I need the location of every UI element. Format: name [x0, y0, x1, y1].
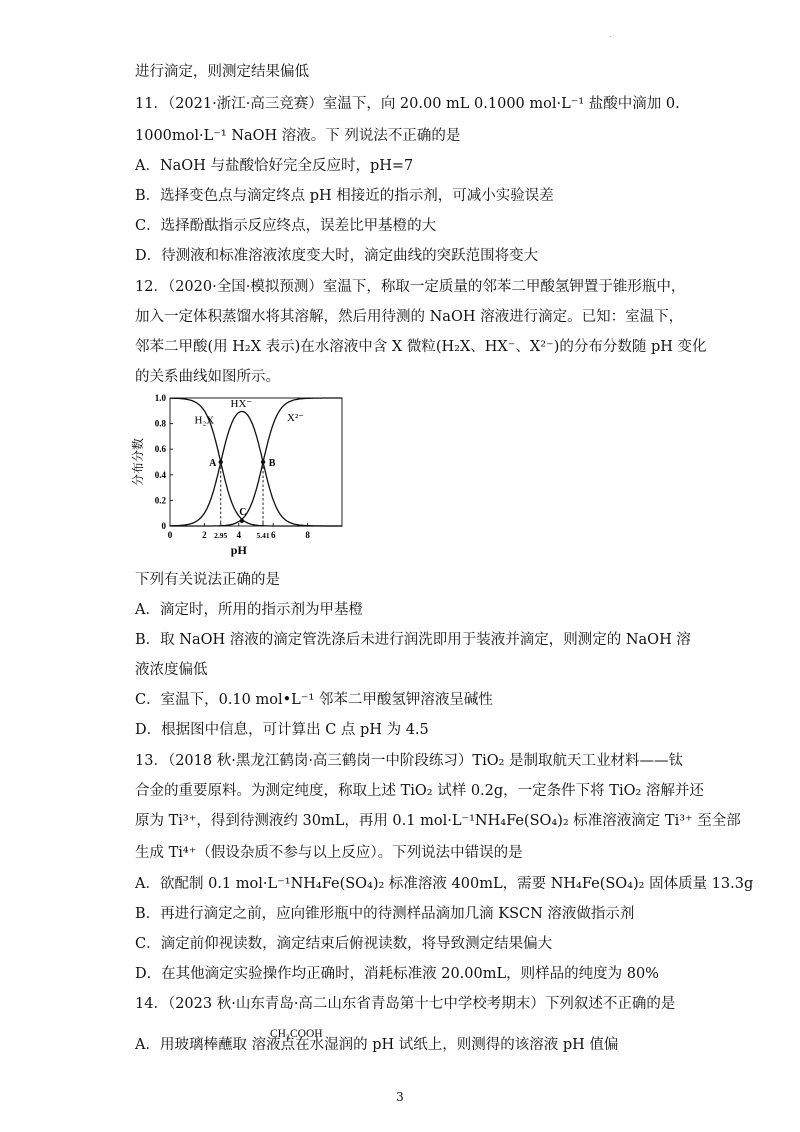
y-tick-label: 0.8: [154, 418, 166, 429]
series-line-hx-: [170, 412, 342, 527]
y-tick-label: 0.4: [154, 469, 166, 480]
q12-stem-2: 加入一定体积蒸馏水将其溶解，然后用待测的 NaOH 溶液进行滴定。已知：室温下，: [135, 309, 684, 325]
q13-stem-2: 合金的重要原料。为测定纯度，称取上述 TiO₂ 试样 0.2g，一定条件下将 TiO₂ 溶解并还: [135, 783, 704, 799]
point-label-b: B: [268, 458, 276, 469]
q13-option-c: C．滴定前仰视读数，滴定结束后俯视读数，将导致测定结果偏大: [135, 936, 553, 952]
q13-stem-4: 生成 Ti⁴⁺（假设杂质不参与以上反应）。下列说法中错误的是: [135, 845, 523, 861]
q12-stem-4: 的关系曲线如图所示。: [135, 369, 280, 385]
point-label-c: C: [239, 506, 247, 518]
series-label-x2-: X²⁻: [287, 412, 305, 425]
x-tick-label: 2: [202, 530, 207, 540]
x-tick-label: 4: [236, 530, 242, 540]
text-line-1: 进行滴定，则测定结果偏低: [135, 64, 309, 80]
q12-stem-3: 邻苯二甲酸(用 H₂X 表示)在水溶液中含 X 微粒(H₂X、HX⁻、X²⁻)的分布分数随 pH 变化: [135, 339, 707, 355]
x-tick-label: 6: [270, 530, 276, 540]
q13-stem-1: 13．（2018 秋·黑龙江鹤岗·高三鹤岗一中阶段练习）TiO₂ 是制取航天工业材料——钛: [135, 753, 684, 769]
q12-stem-1: 12．（2020·全国·模拟预测）室温下，称取一定质量的邻苯二甲酸氢钾置于锥形瓶中，: [135, 279, 686, 295]
q11-option-a: A．NaOH 与盐酸恰好完全反应时，pH=7: [135, 158, 414, 174]
series-label-hx-: HX⁻: [230, 397, 253, 410]
point-label-a: A: [209, 458, 217, 469]
q12-option-a: A．滴定时，所用的指示剂为甲基橙: [135, 602, 363, 618]
y-tick-label: 0: [161, 521, 166, 531]
series-label-h2x: H₂X: [194, 414, 215, 427]
q14-option-a: A．用玻璃棒蘸取 溶液点在水湿润的 pH 试纸上，则测得的该溶液 pH 值偏: [135, 1037, 619, 1053]
y-tick-label: 1.0: [154, 393, 166, 403]
q12-option-b-2: 液浓度偏低: [135, 662, 208, 678]
q11-option-c: C．选择酚酞指示反应终点，误差比甲基橙的大: [135, 218, 437, 234]
q13-option-a: A．欲配制 0.1 mol·L⁻¹NH₄Fe(SO₄)₂ 标准溶液 400mL，需要 NH₄Fe(SO₄)₂ 固体质量 13.3g: [135, 876, 754, 892]
point-a: [219, 460, 223, 464]
header-dot: .: [609, 30, 612, 39]
q11-stem-2: 1000mol·L⁻¹ NaOH 溶液。下 列说法不正确的是: [135, 128, 461, 144]
point-c: [240, 519, 244, 523]
y-axis-label: 分布分数: [131, 437, 145, 487]
q12-option-b-1: B．取 NaOH 溶液的滴定管洗涤后未进行润洗即用于装液并滴定，则测定的 NaOH 溶: [135, 632, 691, 648]
q14-stem: 14．（2023 秋·山东青岛·高二山东省青岛第十七中学校考期末）下列叙述不正确的是: [135, 996, 676, 1012]
q13-stem-3: 原为 Ti³⁺，得到待测液约 30mL，再用 0.1 mol·L⁻¹NH₄Fe(SO₄)₂ 标准溶液滴定 Ti³⁺ 至全部: [135, 813, 741, 829]
q12-question: 下列有关说法正确的是: [135, 572, 280, 588]
distribution-chart: [130, 390, 360, 560]
y-tick-label: 0.2: [154, 495, 166, 506]
x-tick-label: 8: [305, 530, 310, 540]
x-tick-label: 5.41: [256, 531, 270, 540]
x-tick-label: 2.95: [214, 531, 228, 540]
q13-option-d: D．在其他滴定实验操作均正确时，消耗标准液 20.00mL，则样品的纯度为 80%: [135, 966, 659, 982]
point-b: [261, 460, 265, 464]
formula-ch3cooh: CH₃COOH: [270, 1028, 323, 1040]
y-tick-label: 0.6: [154, 444, 166, 455]
q12-option-c: C．室温下，0.10 mol•L⁻¹ 邻苯二甲酸氢钾溶液呈碱性: [135, 692, 493, 708]
x-axis-label: pH: [230, 543, 247, 557]
q11-option-d: D．待测液和标准溶液浓度变大时，滴定曲线的突跃范围将变大: [135, 248, 539, 264]
q12-option-d: D．根据图中信息，可计算出 C 点 pH 为 4.5: [135, 722, 429, 738]
page-number: 3: [396, 1090, 404, 1104]
q11-stem-1: 11．（2021·浙江·高三竞赛）室温下，向 20.00 mL 0.1000 mol·L⁻¹ 盐酸中滴加 0.: [135, 96, 680, 112]
q11-option-b: B．选择变色点与滴定终点 pH 相接近的指示剂，可减小实验误差: [135, 188, 554, 204]
q13-option-b: B．再进行滴定之前，应向锥形瓶中的待测样品滴加几滴 KSCN 溶液做指示剂: [135, 906, 635, 922]
x-tick-label: 0: [167, 530, 173, 540]
